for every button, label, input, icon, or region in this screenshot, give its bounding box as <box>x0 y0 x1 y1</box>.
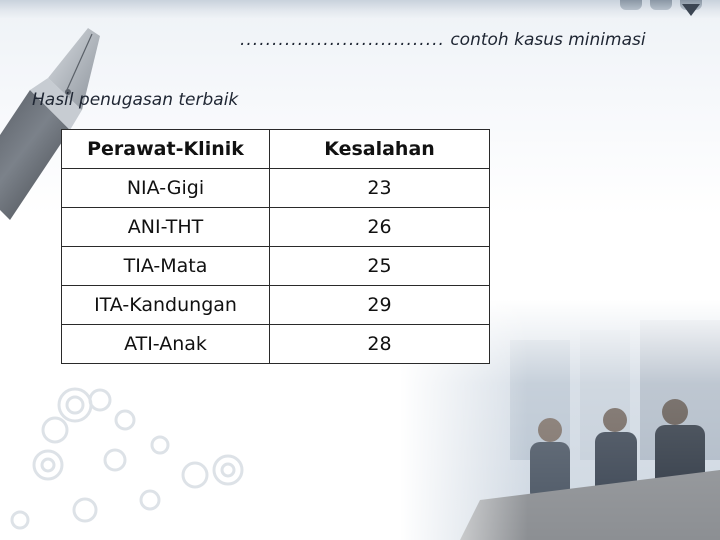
table-cell-kesalahan: 28 <box>270 325 490 364</box>
table-cell-kesalahan: 23 <box>270 169 490 208</box>
table-cell-perawat-klinik: ITA-Kandungan <box>62 286 270 325</box>
column-header-perawat-klinik: Perawat-Klinik <box>62 130 270 169</box>
table-cell-kesalahan: 25 <box>270 247 490 286</box>
header-dots: ................................ <box>240 30 445 50</box>
table-row <box>62 325 490 364</box>
table-cell-perawat-klinik: NIA-Gigi <box>62 169 270 208</box>
column-header-kesalahan: Kesalahan <box>270 130 490 169</box>
decorative-tab <box>620 0 642 10</box>
assignment-table <box>61 129 490 364</box>
table-header-row <box>62 130 490 169</box>
decorative-tab <box>650 0 672 10</box>
table-cell-perawat-klinik: TIA-Mata <box>62 247 270 286</box>
slide-header <box>240 30 700 50</box>
table-cell-kesalahan: 29 <box>270 286 490 325</box>
table-cell-perawat-klinik: ANI-THT <box>62 208 270 247</box>
table-row <box>62 208 490 247</box>
chevron-down-icon <box>682 4 700 16</box>
table-row <box>62 169 490 208</box>
decorative-bubbles <box>0 360 280 540</box>
table-row <box>62 286 490 325</box>
table-cell-perawat-klinik: ATI-Anak <box>62 325 270 364</box>
header-title: contoh kasus minimasi <box>450 30 646 50</box>
table-row <box>62 247 490 286</box>
slide-subtitle: Hasil penugasan terbaik <box>32 90 239 110</box>
table-cell-kesalahan: 26 <box>270 208 490 247</box>
